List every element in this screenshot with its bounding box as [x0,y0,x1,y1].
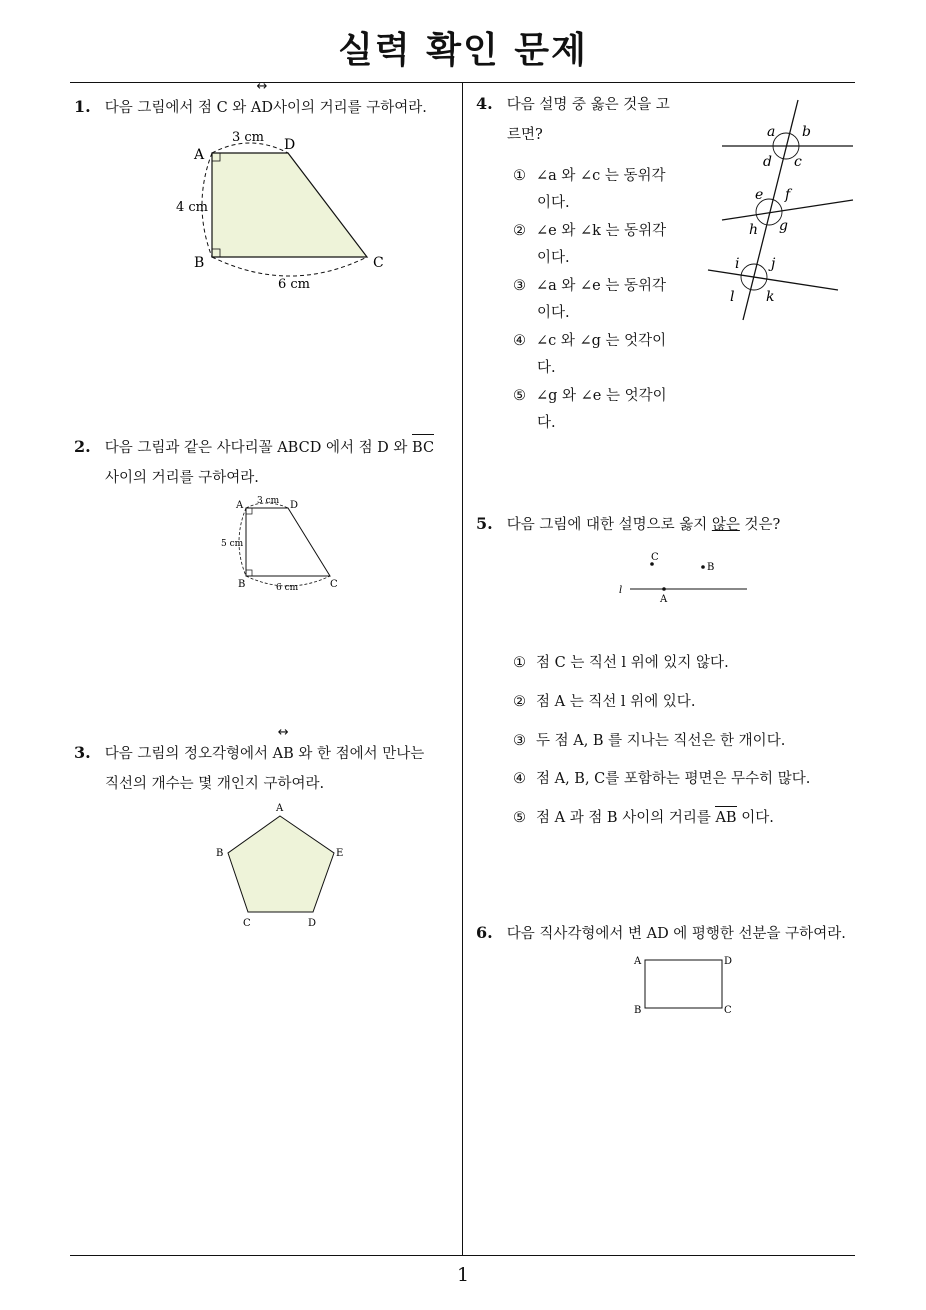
label-point-C: C [651,552,659,563]
label-top-length: 3 cm [232,130,265,145]
question-text: 다음 그림에서 점 C 와 [104,100,251,116]
q4-option-1[interactable] [513,163,666,217]
q4-option-4[interactable] [513,328,666,382]
option-text: 점 A 과 점 B 사이의 거리를 [536,810,716,826]
label-point-A: A [660,594,668,605]
label-B: B [216,848,224,859]
points-line-figure-q5 [612,548,762,608]
q5-option-2[interactable] [513,689,695,716]
question-5 [476,509,780,540]
question-text: 다음 그림에 대한 설명으로 옳지 [506,517,712,533]
option-text: ∠g 와 ∠e 는 엇각이 [536,388,667,404]
page-number: 1 [456,1264,470,1286]
angle-label-h: h [749,222,759,238]
q5-option-5[interactable] [513,805,774,832]
angle-label-a: a [767,124,776,140]
question-text: 다음 직사각형에서 변 AD 에 평행한 선분을 구하여라. [506,926,846,942]
underlined-text: 않은 [711,517,740,533]
angle-label-b: b [802,124,811,140]
q5-option-3[interactable] [513,728,785,755]
page-title: 실력 확인 문제 [338,30,588,71]
option-text: 이다. [537,305,570,321]
question-number: 3. [74,743,91,762]
column-divider [462,82,463,1255]
label-C: C [373,255,384,271]
label-left-length: 5 cm [221,539,244,549]
question-text: 것은? [739,517,781,533]
question-1 [74,92,427,123]
label-bottom-length: 6 cm [276,583,299,593]
angle-label-f: f [785,187,791,203]
label-E: E [336,848,344,859]
angle-label-g: g [779,218,788,234]
option-mark: ② [513,223,526,239]
angle-label-c: c [794,154,802,170]
question-number: 5. [476,514,493,533]
angle-label-l: l [730,289,735,305]
option-mark: ① [513,655,526,671]
option-text: ∠e 와 ∠k 는 동위각 [536,223,667,239]
option-text: ∠c 와 ∠g 는 엇각이 [536,333,667,349]
angle-label-e: e [755,187,764,203]
option-mark: ③ [513,733,526,749]
question-text: 직선의 개수는 몇 개인지 구하여라. [105,776,325,792]
question-text: 와 한 점에서 만나는 [293,746,425,762]
label-line-l: l [619,585,623,596]
q4-option-3[interactable] [513,273,666,327]
option-text: 이다. [537,250,570,266]
label-top-length: 3 cm [257,496,280,506]
segment-symbol: BC [412,433,434,463]
label-B: B [238,579,246,590]
q4-option-5[interactable] [513,383,667,437]
label-D: D [290,500,299,511]
option-text: 다. [537,415,556,431]
label-A: A [194,147,205,163]
question-text: 르면? [507,127,543,143]
option-mark: ① [513,168,526,184]
angle-label-i: i [735,256,740,272]
label-C: C [330,579,338,590]
label-A: A [276,803,284,814]
question-number: 2. [74,437,91,456]
label-D: D [724,956,733,967]
question-number: 1. [74,97,91,116]
option-mark: ③ [513,278,526,294]
angle-label-j: j [771,256,776,272]
label-bottom-length: 6 cm [278,277,311,292]
label-D: D [308,918,317,929]
option-text: 두 점 A, B 를 지나는 직선은 한 개이다. [536,733,786,749]
q4-option-2[interactable] [513,218,666,272]
bottom-rule [70,1255,855,1256]
option-text: 점 A 는 직선 l 위에 있다. [536,694,696,710]
label-A: A [634,956,642,967]
question-number: 6. [476,923,493,942]
label-B: B [194,255,205,271]
pentagon-figure-q3 [210,798,360,933]
option-text: 점 A, B, C를 포함하는 평면은 무수히 많다. [536,771,811,787]
label-D: D [284,137,296,153]
option-mark: ⑤ [513,810,526,826]
option-text: 다. [537,360,556,376]
rectangle-figure-q6 [630,950,740,1020]
option-mark: ④ [513,333,526,349]
label-B: B [634,1005,642,1016]
label-C: C [243,918,251,929]
question-text: 다음 그림과 같은 사다리꼴 ABCD 에서 점 D 와 [104,440,413,456]
segment-symbol: AB [715,805,736,832]
trapezoid-figure-q2 [218,492,348,594]
q5-option-4[interactable] [513,766,810,793]
label-A: A [236,500,244,511]
question-text: 다음 그림의 정오각형에서 [104,746,273,762]
option-text: 이다. [537,195,570,211]
label-left-length: 4 cm [176,200,209,215]
option-mark: ④ [513,771,526,787]
parallel-lines-figure-q4 [700,92,860,327]
trapezoid-figure-q1 [170,125,400,295]
line-symbol: ↔ AB [273,739,294,769]
angle-label-k: k [766,289,775,305]
angle-label-d: d [763,154,772,170]
question-text: 사이의 거리를 구하여라. [273,100,427,116]
option-text: ∠a 와 ∠c 는 동위각 [536,168,666,184]
option-text: ∠a 와 ∠e 는 동위각 [536,278,666,294]
label-point-B: B [707,562,715,573]
question-4 [476,89,670,150]
question-text: 사이의 거리를 구하여라. [105,470,259,486]
option-text: 이다. [736,810,774,826]
line-symbol: ↔ AD [251,93,273,123]
option-text: 점 C 는 직선 l 위에 있지 않다. [536,655,729,671]
question-3 [74,738,424,799]
question-number: 4. [476,94,493,113]
question-2 [74,432,434,493]
option-mark: ⑤ [513,388,526,404]
question-text: 다음 설명 중 옳은 것을 고 [506,97,670,113]
option-mark: ② [513,694,526,710]
question-6 [476,918,846,949]
q5-option-1[interactable] [513,650,729,677]
label-C: C [724,1005,732,1016]
